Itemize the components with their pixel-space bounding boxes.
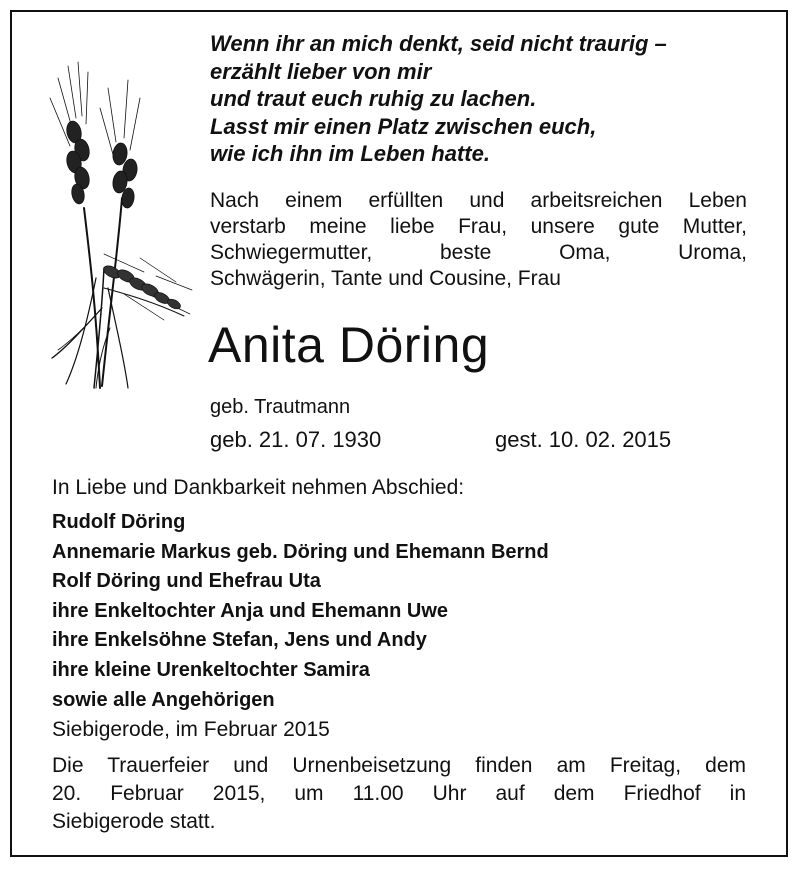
poem-verse xyxy=(210,30,770,168)
death-date: gest. 10. 02. 2015 xyxy=(495,427,672,452)
poem-line: Lasst mir einen Platz zwischen euch, xyxy=(210,113,597,139)
list-item: Annemarie Markus geb. Döring und Ehemann Bernd xyxy=(52,540,549,563)
list-item: ihre kleine Urenkeltochter Samira xyxy=(52,658,370,681)
mourners-list xyxy=(52,508,549,715)
intro-line: Schwägerin, Tante und Cousine, Frau xyxy=(210,267,561,290)
place-date: Siebigerode, im Februar 2015 xyxy=(52,718,330,741)
intro-line: verstarb meine liebe Frau, unsere gute Mutter, xyxy=(210,215,747,238)
intro-line: Nach einem erfüllten und arbeitsreichen Leben xyxy=(210,189,747,212)
list-item: ihre Enkeltochter Anja und Ehemann Uwe xyxy=(52,599,448,622)
service-line: Die Trauerfeier und Urnenbeisetzung finden am Freitag, dem xyxy=(52,754,746,777)
poem-line: erzählt lieber von mir xyxy=(210,58,432,84)
poem-line: wie ich ihn im Leben hatte. xyxy=(210,141,490,166)
list-item: ihre Enkelsöhne Stefan, Jens und Andy xyxy=(52,629,427,652)
list-item: sowie alle Angehörigen xyxy=(52,688,275,711)
service-paragraph xyxy=(52,752,746,836)
birth-date: geb. 21. 07. 1930 xyxy=(210,427,382,452)
intro-line: Schwiegermutter, beste Oma, Uroma, xyxy=(210,241,747,264)
list-item: Rudolf Döring xyxy=(52,511,186,533)
service-line: 20. Februar 2015, um 11.00 Uhr auf dem Friedhof in xyxy=(52,782,746,805)
service-line: Siebigerode statt. xyxy=(52,810,216,833)
deceased-name: Anita Döring xyxy=(208,317,490,373)
poem-line: Wenn ihr an mich denkt, seid nicht traurig – xyxy=(210,31,667,56)
birth-name: geb. Trautmann xyxy=(210,396,351,418)
poem-line: und traut euch ruhig zu lachen. xyxy=(210,86,537,111)
wheat-ears-icon xyxy=(44,58,194,390)
list-item: Rolf Döring und Ehefrau Uta xyxy=(52,570,321,593)
farewell-text: In Liebe und Dankbarkeit nehmen Abschied: xyxy=(52,476,465,499)
intro-paragraph xyxy=(210,188,747,292)
